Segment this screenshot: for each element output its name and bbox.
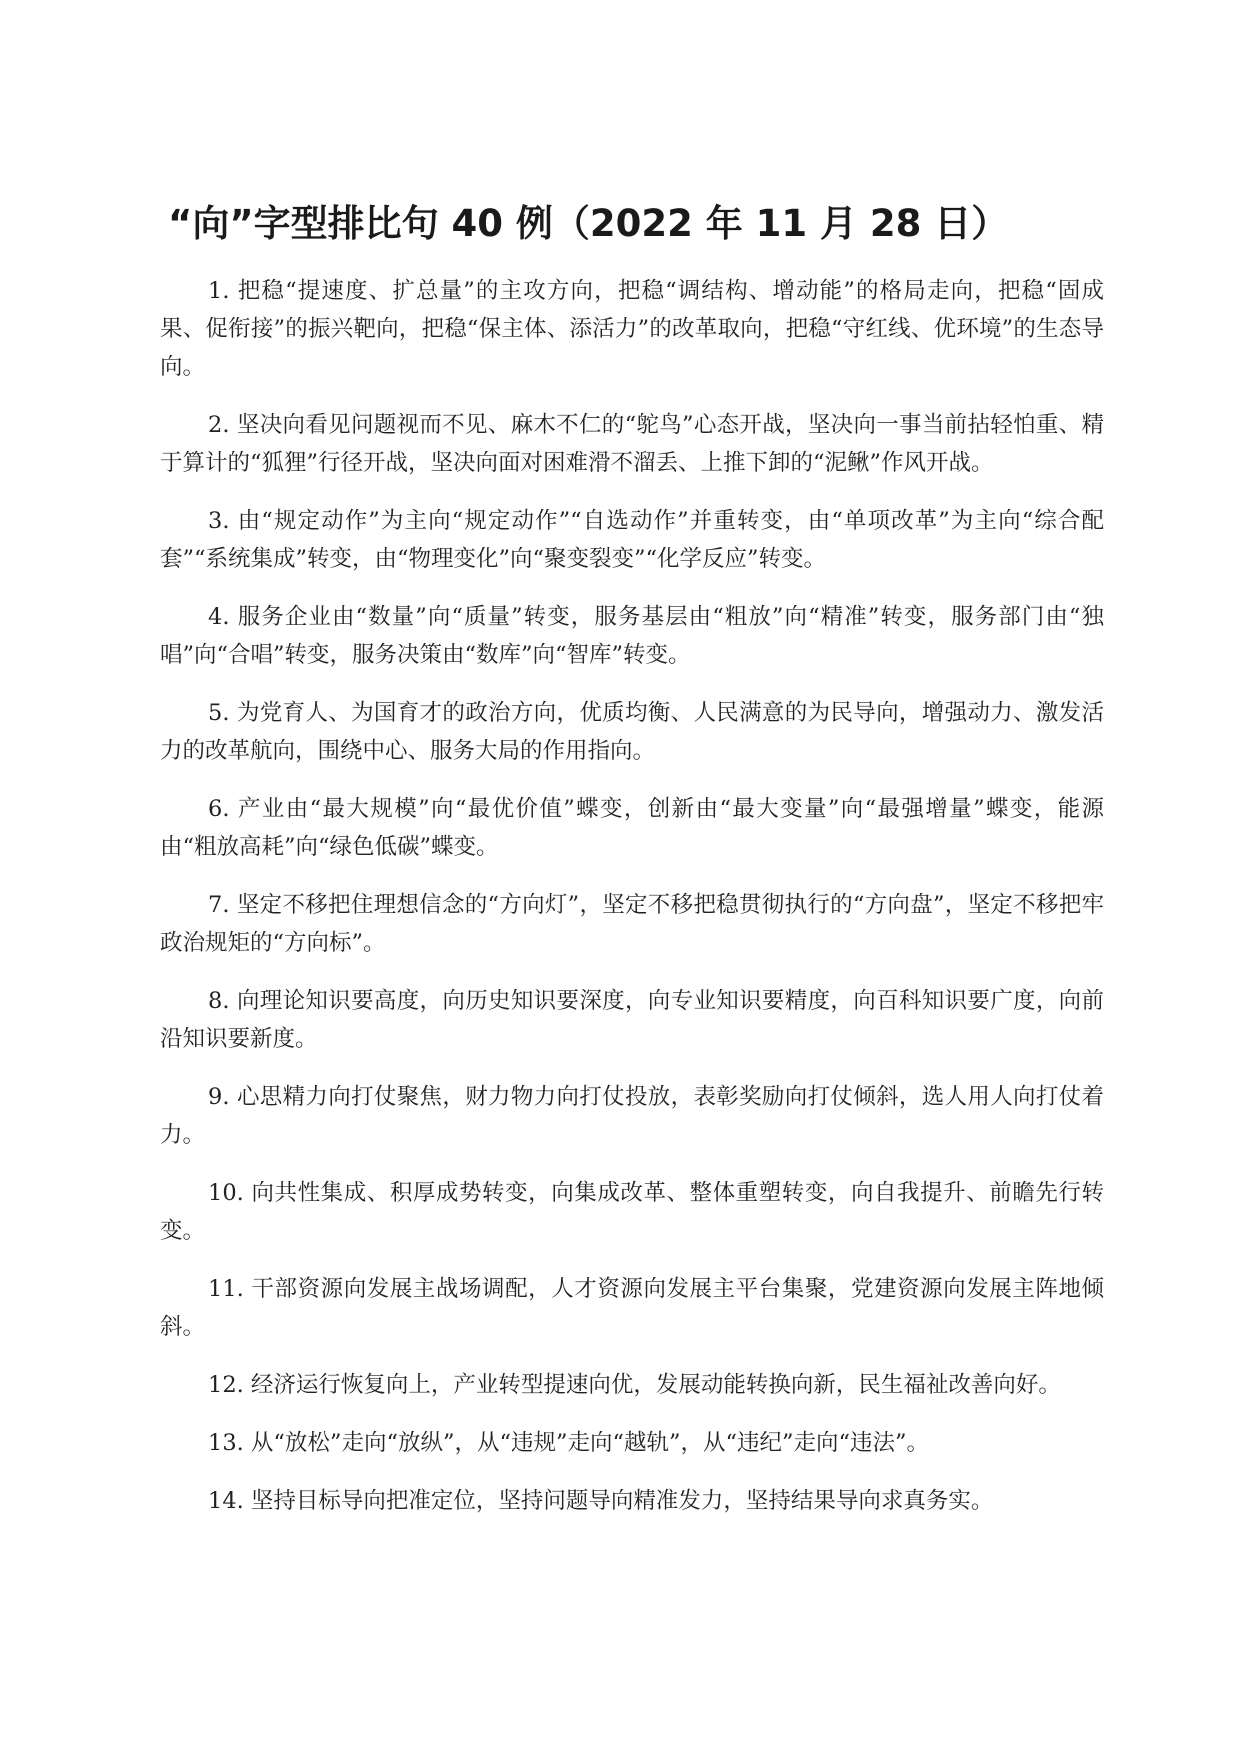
paragraph-8: 8. 向理论知识要高度，向历史知识要深度，向专业知识要精度，向百科知识要广度，向前沿知识要新度。 <box>160 988 1104 1052</box>
paragraph-7: 7. 坚定不移把住理想信念的“方向灯”，坚定不移把稳贯彻执行的“方向盘”，坚定不移把牢政治规矩的“方向标”。 <box>160 892 1104 956</box>
paragraph-12: 12. 经济运行恢复向上，产业转型提速向优，发展动能转换向新，民生福祉改善向好。 <box>208 1372 1061 1398</box>
paragraph-9: 9. 心思精力向打仗聚焦，财力物力向打仗投放，表彰奖励向打仗倾斜，选人用人向打仗着力。 <box>160 1084 1104 1148</box>
paragraph-2: 2. 坚决向看见问题视而不见、麻木不仁的“鸵鸟”心态开战，坚决向一事当前拈轻怕重、精于算计的“狐狸”行径开战，坚决向面对困难滑不溜丢、上推下卸的“泥鳅”作风开战。 <box>160 412 1104 476</box>
paragraph-6: 6. 产业由“最大规模”向“最优价值”蝶变，创新由“最大变量”向“最强增量”蝶变，能源由“粗放高耗”向“绿色低碳”蝶变。 <box>160 796 1104 860</box>
paragraph-5: 5. 为党育人、为国育才的政治方向，优质均衡、人民满意的为民导向，增强动力、激发活力的改革航向，围绕中心、服务大局的作用指向。 <box>160 700 1104 764</box>
document-title: “向”字型排比句 40 例（2022 年 11 月 28 日） <box>168 202 1009 245</box>
paragraph-4: 4. 服务企业由“数量”向“质量”转变，服务基层由“粗放”向“精准”转变，服务部门由“独唱”向“合唱”转变，服务决策由“数库”向“智库”转变。 <box>160 604 1104 668</box>
paragraph-3: 3. 由“规定动作”为主向“规定动作”“自选动作”并重转变，由“单项改革”为主向“综合配套”“系统集成”转变，由“物理变化”向“聚变裂变”“化学反应”转变。 <box>160 508 1104 572</box>
paragraph-13: 13. 从“放松”走向“放纵”，从“违规”走向“越轨”，从“违纪”走向“违法”。 <box>208 1430 929 1456</box>
paragraph-14: 14. 坚持目标导向把准定位，坚持问题导向精准发力，坚持结果导向求真务实。 <box>208 1488 994 1514</box>
paragraph-11: 11. 干部资源向发展主战场调配，人才资源向发展主平台集聚，党建资源向发展主阵地倾斜。 <box>160 1276 1104 1340</box>
paragraph-1: 1. 把稳“提速度、扩总量”的主攻方向，把稳“调结构、增动能”的格局走向，把稳“固成果、促衔接”的振兴靶向，把稳“保主体、添活力”的改革取向，把稳“守红线、优环境”的生态导向。 <box>160 278 1104 380</box>
document-body <box>160 272 1104 1540</box>
paragraph-10: 10. 向共性集成、积厚成势转变，向集成改革、整体重塑转变，向自我提升、前瞻先行转变。 <box>160 1180 1104 1244</box>
